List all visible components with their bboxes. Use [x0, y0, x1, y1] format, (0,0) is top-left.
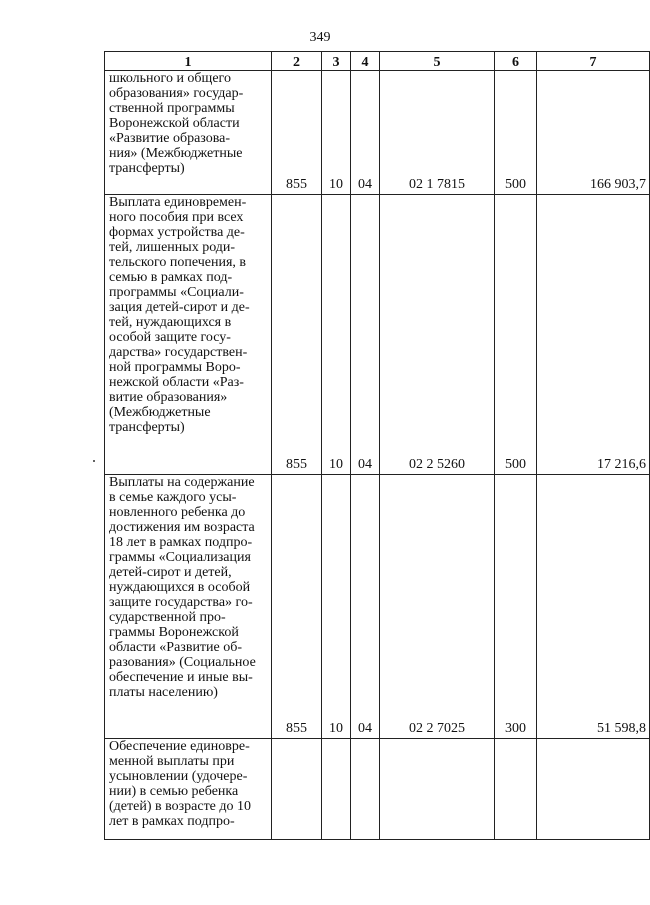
- description-line: в семье каждого усы-: [109, 490, 237, 505]
- cell-subsection: [351, 739, 380, 840]
- description-line: нии) в семью ребенка: [109, 784, 239, 799]
- description-line: разования» (Социальное: [109, 655, 256, 670]
- description-line: Обеспечение единовре-: [109, 739, 250, 754]
- description-line: 18 лет в рамках подпро-: [109, 535, 253, 550]
- cell-subsection: 04: [351, 71, 380, 195]
- cell-section: 10: [322, 195, 351, 475]
- description-line: трансферты): [109, 420, 185, 435]
- row-description: [105, 475, 272, 739]
- row-description: [105, 71, 272, 195]
- description-line: защите государства» го-: [109, 595, 253, 610]
- header-row: [105, 52, 650, 71]
- description-line: зация детей-сирот и де-: [109, 300, 250, 315]
- description-line: трансферты): [109, 161, 185, 176]
- description-line: граммы Воронежской: [109, 625, 239, 640]
- row-description: [105, 195, 272, 475]
- header-col-1: 1: [105, 52, 272, 71]
- cell-amount: 51 598,8: [537, 475, 650, 739]
- header-col-4: 4: [351, 52, 380, 71]
- description-line: особой защите госу-: [109, 330, 231, 345]
- description-line: «Развитие образова-: [109, 131, 231, 146]
- description-line: Воронежской области: [109, 116, 240, 131]
- cell-amount: 17 216,6: [537, 195, 650, 475]
- description-line: дарства» государствен-: [109, 345, 248, 360]
- cell-subsection: 04: [351, 475, 380, 739]
- header-col-3: 3: [322, 52, 351, 71]
- scan-speck: [93, 460, 95, 462]
- description-line: (Межбюджетные: [109, 405, 211, 420]
- description-line: области «Развитие об-: [109, 640, 243, 655]
- description-line: сударственной про-: [109, 610, 226, 625]
- cell-expense-type: 500: [495, 195, 537, 475]
- description-line: формах устройства де-: [109, 225, 245, 240]
- cell-amount: [537, 739, 650, 840]
- cell-ministry-code: 855: [272, 71, 322, 195]
- table-row: [105, 71, 650, 195]
- budget-table: [104, 51, 650, 840]
- description-line: витие образования»: [109, 390, 228, 405]
- description-line: тей, лишенных роди-: [109, 240, 236, 255]
- cell-expense-type: [495, 739, 537, 840]
- description-line: семью в рамках под-: [109, 270, 233, 285]
- cell-subsection: 04: [351, 195, 380, 475]
- cell-expense-type: 500: [495, 71, 537, 195]
- description-line: детей-сирот и детей,: [109, 565, 232, 580]
- cell-expense-type: 300: [495, 475, 537, 739]
- description-line: достижения им возраста: [109, 520, 255, 535]
- description-line: новленного ребенка до: [109, 505, 246, 520]
- description-line: тельского попечения, в: [109, 255, 247, 270]
- page-number: 349: [309, 30, 331, 45]
- table-row: [105, 475, 650, 739]
- cell-target-article: 02 1 7815: [380, 71, 495, 195]
- description-line: (детей) в возрасте до 10: [109, 799, 252, 814]
- description-line: обеспечение и иные вы-: [109, 670, 253, 685]
- cell-target-article: 02 2 7025: [380, 475, 495, 739]
- description-line: нуждающихся в особой: [109, 580, 251, 595]
- cell-amount: 166 903,7: [537, 71, 650, 195]
- table-row: [105, 195, 650, 475]
- description-line: школьного и общего: [109, 71, 231, 86]
- description-line: Выплаты на содержание: [109, 475, 255, 490]
- description-line: ния» (Межбюджетные: [109, 146, 243, 161]
- header-col-5: 5: [380, 52, 495, 71]
- header-col-7: 7: [537, 52, 650, 71]
- header-col-2: 2: [272, 52, 322, 71]
- description-line: ного пособия при всех: [109, 210, 244, 225]
- cell-section: 10: [322, 71, 351, 195]
- cell-target-article: [380, 739, 495, 840]
- cell-ministry-code: 855: [272, 475, 322, 739]
- cell-section: 10: [322, 475, 351, 739]
- description-line: ной программы Воро-: [109, 360, 241, 375]
- description-line: ственной программы: [109, 101, 235, 116]
- cell-ministry-code: [272, 739, 322, 840]
- cell-ministry-code: 855: [272, 195, 322, 475]
- row-description: [105, 739, 272, 840]
- description-line: нежской области «Раз-: [109, 375, 244, 390]
- description-line: образования» государ-: [109, 86, 244, 101]
- description-line: тей, нуждающихся в: [109, 315, 232, 330]
- table-row: [105, 739, 650, 840]
- cell-target-article: 02 2 5260: [380, 195, 495, 475]
- description-line: платы населению): [109, 685, 218, 700]
- description-line: менной выплаты при: [109, 754, 235, 769]
- description-line: граммы «Социализация: [109, 550, 251, 565]
- header-col-6: 6: [495, 52, 537, 71]
- description-line: усыновлении (удочере-: [109, 769, 248, 784]
- description-line: лет в рамках подпро-: [109, 814, 235, 829]
- description-line: Выплата единовремен-: [109, 195, 247, 210]
- cell-section: [322, 739, 351, 840]
- description-line: программы «Социали-: [109, 285, 244, 300]
